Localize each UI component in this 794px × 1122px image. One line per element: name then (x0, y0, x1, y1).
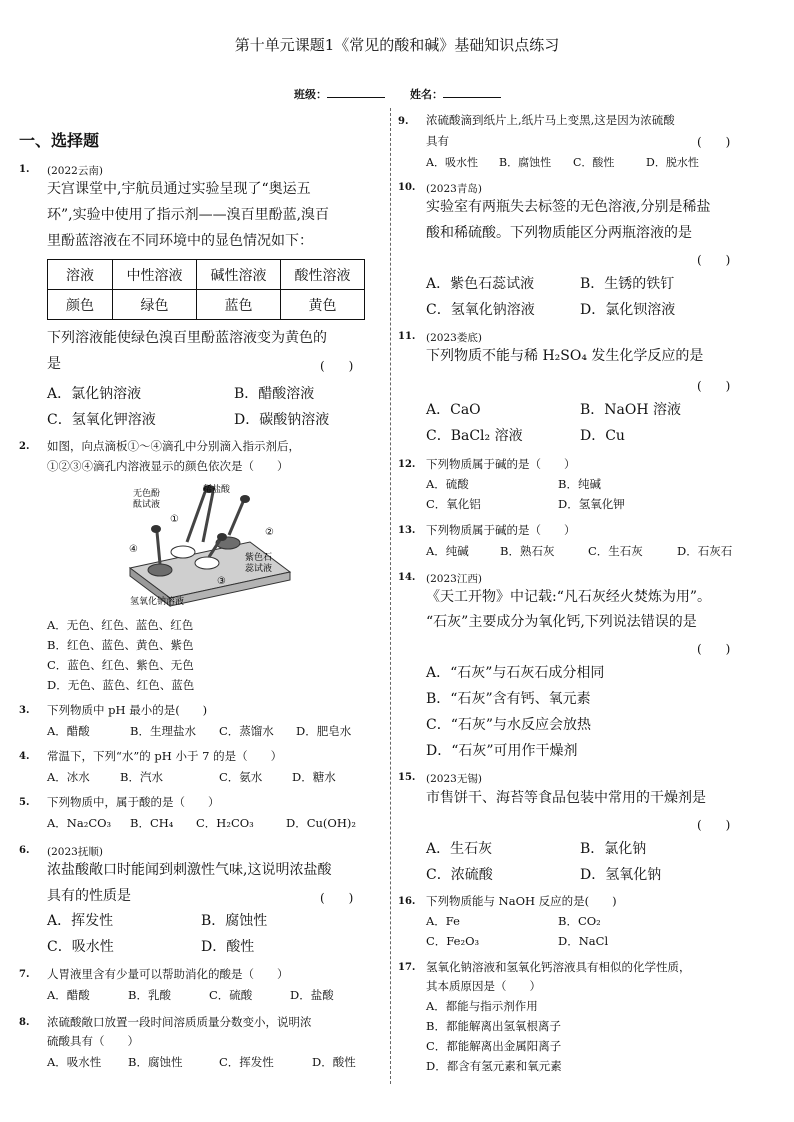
option-b: B．纯碱 (558, 477, 601, 491)
option-a: A．吸水性 (426, 156, 478, 169)
option-c: C．BaCl₂ 溶液 (426, 428, 523, 444)
option-a: A．都能与指示剂作用 (426, 999, 538, 1013)
question-number: 9. (398, 116, 409, 127)
question-stem-line: 具有 (426, 134, 449, 148)
option-a: A．紫色石蕊试液 (426, 276, 535, 292)
page-title: 第十单元课题1《常见的酸和碱》基础知识点练习 (234, 36, 560, 54)
option-b: B．腐蚀性 (201, 913, 268, 929)
option-d: D．碳酸钠溶液 (234, 412, 330, 428)
table-cell: 酸性溶液 (281, 260, 365, 290)
table-cell: 绿色 (113, 290, 197, 320)
option-b: B．红色、蓝色、黄色、紫色 (47, 638, 194, 652)
option-a: A．醋酸 (47, 988, 90, 1002)
option-a: A．挥发性 (47, 913, 114, 929)
question-stem-line: 浓硫酸敞口放置一段时间溶质质量分数变小，说明浓 (47, 1015, 312, 1029)
option-d: D．脱水性 (646, 156, 699, 169)
option-c: C．氢氧化钾溶液 (47, 412, 156, 428)
question-number: 2. (19, 441, 30, 452)
question-number: 6. (19, 845, 30, 856)
name-field (410, 86, 501, 102)
question-source-tag: (2022云南) (47, 165, 103, 177)
option-a: A．无色、红色、蓝色、红色 (47, 618, 194, 632)
question-stem-line: 氢氧化钠溶液和氢氧化钙溶液具有相似的化学性质， (426, 960, 691, 974)
question-number: 5. (19, 797, 30, 808)
option-d: D．石灰石 (677, 544, 733, 558)
question-stem-line: 是 (47, 356, 61, 372)
option-a: A．生石灰 (426, 841, 493, 857)
question-stem: 下列物质能与 NaOH 反应的是( ) (426, 894, 617, 908)
option-b: B．熟石灰 (500, 544, 555, 558)
option-b: B．都能解离出氢氧根离子 (426, 1019, 561, 1033)
figure-label: ② (265, 527, 274, 538)
question-stem-line: 如图，向点滴板①～④滴孔中分别滴入指示剂后， (47, 439, 300, 453)
table-cell: 中性溶液 (113, 260, 197, 290)
option-a: A．纯碱 (426, 544, 469, 558)
option-d: D．Cu(OH)₂ (286, 816, 356, 830)
option-c: C．浓硫酸 (426, 867, 493, 883)
figure-label: 蕊试液 (245, 564, 273, 574)
question-source-tag: (2023抚顺) (47, 846, 103, 858)
option-a: A．Fe (426, 914, 460, 928)
name-label: 姓名： (410, 88, 443, 101)
question-stem: 下列物质属于碱的是（ ） (426, 457, 576, 471)
column-divider (390, 108, 391, 1084)
answer-paren: ( ) (697, 818, 731, 832)
option-c: C．酸性 (573, 156, 615, 169)
well-3 (195, 557, 219, 569)
question-source-tag: (2023江西) (426, 573, 482, 585)
option-d: D．NaCl (558, 934, 609, 948)
table-cell: 黄色 (281, 290, 365, 320)
table-cell: 颜色 (48, 290, 113, 320)
option-d: D．糖水 (292, 770, 336, 784)
option-b: B．“石灰”含有钙、氧元素 (426, 691, 591, 707)
question-number: 4. (19, 751, 30, 762)
option-a: A．Na₂CO₃ (47, 816, 112, 830)
question-stem-line: 具有的性质是 (47, 888, 131, 904)
option-b: B．NaOH 溶液 (580, 402, 682, 418)
question-stem-line: 环”,实验中使用了指示剂——溴百里酚蓝,溴百 (47, 207, 330, 223)
figure-label: 紫色石 (245, 553, 273, 563)
answer-paren: ( ) (320, 359, 354, 373)
answer-paren: ( ) (697, 253, 731, 267)
table-cell: 蓝色 (197, 290, 281, 320)
question-source-tag: (2023娄底) (426, 332, 482, 344)
option-c: C．H₂CO₃ (196, 816, 254, 830)
figure-label: 酞试液 (133, 500, 161, 510)
question-stem-line: 天宫课堂中,宇航员通过实验呈现了“奥运五 (47, 181, 311, 197)
option-c: C．挥发性 (219, 1055, 274, 1069)
question-number: 12. (398, 459, 416, 470)
question-number: 10. (398, 182, 416, 193)
question-stem-line: 浓硫酸滴到纸片上,纸片马上变黑,这是因为浓硫酸 (426, 113, 675, 127)
option-b: B．醋酸溶液 (234, 386, 315, 402)
option-c: C．硫酸 (209, 988, 253, 1002)
option-c: C．蓝色、红色、紫色、无色 (47, 658, 194, 672)
spot-plate-figure (125, 480, 295, 610)
question-number: 1. (19, 164, 30, 175)
question-stem: 下列物质中，属于酸的是（ ） (47, 795, 220, 809)
option-a: A．硫酸 (426, 477, 469, 491)
table-cell: 碱性溶液 (197, 260, 281, 290)
figure-label: ④ (129, 544, 138, 555)
question-number: 11. (398, 331, 416, 342)
option-b: B．腐蚀性 (499, 156, 552, 169)
class-blank[interactable] (327, 87, 385, 98)
indicator-color-table (47, 259, 365, 320)
question-stem: 人胃液里含有少量可以帮助消化的酸是（ ） (47, 967, 289, 981)
option-a: A．吸水性 (47, 1055, 102, 1069)
option-c: C．氧化铝 (426, 497, 481, 511)
question-number: 17. (398, 962, 416, 973)
option-d: D．酸性 (201, 939, 255, 955)
question-stem: 常温下，下列“水”的 pH 小于 7 的是（ ） (47, 749, 283, 763)
option-b: B．乳酸 (128, 988, 171, 1002)
question-stem-line: 里酚蓝溶液在不同环境中的显色情况如下： (47, 233, 313, 249)
option-a: A．醋酸 (47, 724, 90, 738)
table-row (48, 260, 365, 290)
question-stem: 下列物质不能与稀 H₂SO₄ 发生化学反应的是 (426, 348, 704, 364)
question-number: 3. (19, 705, 30, 716)
question-source-tag: (2023青岛) (426, 183, 482, 195)
table-cell: 溶液 (48, 260, 113, 290)
question-stem: 市售饼干、海苔等食品包装中常用的干燥剂是 (426, 790, 706, 806)
question-number: 15. (398, 772, 416, 783)
question-stem-line: 硫酸具有（ ） (47, 1034, 139, 1048)
question-number: 8. (19, 1017, 30, 1028)
section-heading: 一、选择题 (19, 131, 100, 150)
question-stem-line: 下列溶液能使绿色溴百里酚蓝溶液变为黄色的 (47, 330, 327, 346)
option-c: C．都能解离出金属阳离子 (426, 1039, 562, 1053)
question-stem-line: 浓盐酸敞口时能闻到刺激性气味,这说明浓盐酸 (47, 862, 332, 878)
question-stem-line: 《天工开物》中记载:“凡石灰经火焚炼为用”。 (426, 589, 712, 605)
question-stem-line: 其本质原因是（ ） (426, 979, 541, 993)
option-d: D．无色、蓝色、红色、蓝色 (47, 678, 195, 692)
option-a: A．氯化钠溶液 (47, 386, 142, 402)
question-stem-line: “石灰”主要成分为氧化钙,下列说法错误的是 (426, 614, 697, 630)
question-stem-line: 实验室有两瓶失去标签的无色溶液,分别是稀盐 (426, 199, 711, 215)
option-d: D．Cu (580, 428, 625, 444)
question-number: 14. (398, 572, 416, 583)
option-b: B．氯化钠 (580, 841, 647, 857)
question-stem: 下列物质中 pH 最小的是( ) (47, 703, 208, 717)
question-stem-line: ①②③④滴孔内溶液显示的颜色依次是（ ） (47, 459, 289, 473)
option-a: A．CaO (426, 402, 481, 418)
option-a: A．“石灰”与石灰石成分相同 (426, 665, 605, 681)
question-number: 16. (398, 896, 416, 907)
option-c: C．蒸馏水 (219, 724, 274, 738)
question-stem: 下列物质属于碱的是（ ） (426, 523, 576, 537)
question-number: 7. (19, 969, 30, 980)
option-d: D．酸性 (312, 1055, 356, 1069)
option-c: C．Fe₂O₃ (426, 934, 480, 948)
option-c: C．氨水 (219, 770, 263, 784)
option-b: B．汽水 (120, 770, 163, 784)
option-d: D．肥皂水 (296, 724, 352, 738)
question-source-tag: (2023无锡) (426, 773, 482, 785)
option-b: B．腐蚀性 (128, 1055, 183, 1069)
option-d: D．氢氧化钾 (558, 497, 625, 511)
figure-label: ③ (217, 576, 226, 587)
class-field (294, 86, 385, 102)
figure-label: ① (170, 514, 179, 525)
table-row (48, 290, 365, 320)
option-b: B．生锈的铁钉 (580, 276, 675, 292)
class-label: 班级： (294, 88, 327, 101)
option-c: C．“石灰”与水反应会放热 (426, 717, 592, 733)
name-blank[interactable] (443, 87, 501, 98)
well-4 (148, 564, 172, 576)
well-1 (171, 546, 195, 558)
question-stem-line: 酸和稀硫酸。下列物质能区分两瓶溶液的是 (426, 225, 692, 241)
answer-paren: ( ) (697, 135, 731, 149)
option-b: B．CH₄ (130, 816, 174, 830)
option-d: D．都含有氢元素和氧元素 (426, 1059, 562, 1073)
answer-paren: ( ) (697, 379, 731, 393)
option-d: D．“石灰”可用作干燥剂 (426, 743, 578, 759)
option-b: B．CO₂ (558, 914, 601, 928)
answer-paren: ( ) (320, 891, 354, 905)
option-c: C．吸水性 (47, 939, 114, 955)
figure-label: 稀盐酸 (203, 485, 231, 495)
question-number: 13. (398, 525, 416, 536)
option-b: B．生理盐水 (130, 724, 196, 738)
option-c: C．生石灰 (588, 544, 643, 558)
option-a: A．冰水 (47, 770, 90, 784)
option-c: C．氢氧化钠溶液 (426, 302, 535, 318)
option-d: D．氢氧化钠 (580, 867, 662, 883)
answer-paren: ( ) (697, 642, 731, 656)
figure-label: 氢氧化钠溶液 (130, 597, 185, 607)
figure-label: 无色酚 (133, 489, 161, 499)
option-d: D．氯化钡溶液 (580, 302, 676, 318)
option-d: D．盐酸 (290, 988, 334, 1002)
